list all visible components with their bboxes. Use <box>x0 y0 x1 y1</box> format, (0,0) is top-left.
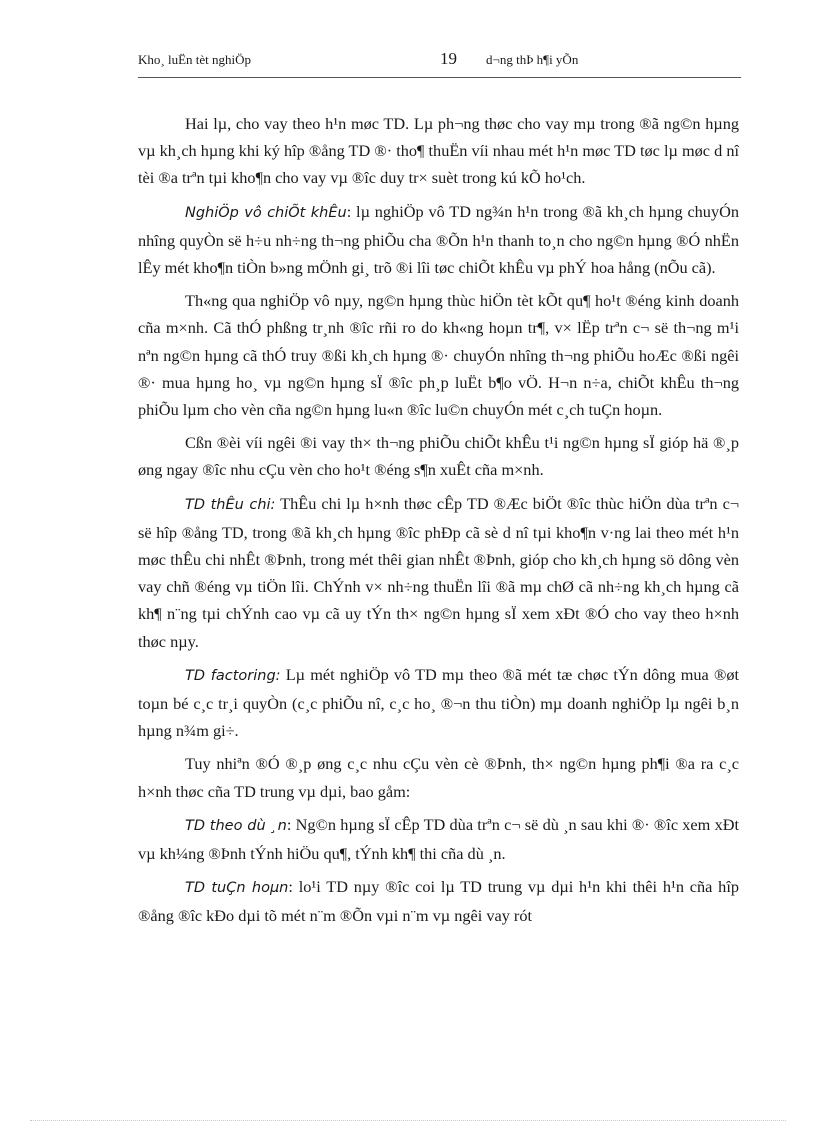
paragraph-text: : Ng©n hµng sÏ cÊp TD dùa trªn c¬ së dù ¸n sau khi ®· ®îc xem xÐt vµ kh¼ng ®Þnh tÝnh hiÖu qu¶, tÝnh kh¶ thi cña dù ¸n. <box>138 814 739 864</box>
paragraph-4 <box>138 429 739 483</box>
page-bottom-border <box>30 1120 786 1121</box>
paragraph-text: Tuy nhiªn ®Ó ®¸p øng c¸c nhu cÇu vèn cè ®Þnh, th× ng©n hµng ph¶i ®a ra c¸c h×nh thøc cña TD trung vµ dµi, bao gåm: <box>138 754 739 801</box>
header-divider <box>138 77 741 78</box>
header-author-name: d¬ng thÞ h¶i yÕn <box>486 52 579 67</box>
paragraph-text: : lo¹i TD nµy ®îc coi lµ TD trung vµ dµi h¹n khi thêi h¹n cña hîp ®ång ®îc kÐo dµi tõ mét n¨m ®Õn vµi n¨m vµ ngêi vay rót <box>138 877 739 926</box>
paragraph-text: Cßn ®èi víi ngêi ®i vay th× th¬ng phiÕu chiÕt khÊu t¹i ng©n hµng sÏ gióp hä ®¸p øng ngay ®îc nhu cÇu vèn cho ho¹t ®éng s¶n xuÊt cña m×nh. <box>138 433 739 480</box>
paragraph-lead-term: TD factoring: <box>185 667 281 684</box>
page-header <box>138 48 741 74</box>
paragraph-text: ThÊu chi lµ h×nh thøc cÊp TD ®Æc biÖt ®îc thùc hiÖn dùa trªn c¬ së hîp ®ång TD, trong ®ã kh¸ch hµng ®îc phÐp cã sè d nî tµi kho¶n v·ng lai theo mét h¹n møc thÊu chi nhÊt ®Þnh, trong mét thêi gian nhÊt ®Þnh, gióp cho kh¸ch hµng sö dông vèn vay chñ ®éng vµ tiÖn lîi. ChÝnh v× nh÷ng thuËn lîi ®ã mµ chØ cã nh÷ng kh¸ch hµng cã kh¶ n¨ng tµi chÝnh cao vµ cã uy tÝn th× ng©n hµng sÏ xem xÐt ®Ó cho vay theo h×nh thøc nµy. <box>138 493 740 651</box>
paragraph-lead-term: NghiÖp vô chiÕt khÊu <box>185 204 347 221</box>
paragraph-8 <box>138 811 739 867</box>
page-number: 19 <box>440 49 457 68</box>
paragraph-text: Hai lµ, cho vay theo h¹n møc TD. Lµ ph¬ng thøc cho vay mµ trong ®ã ng©n hµng vµ kh¸ch hµng khi ký hîp ®ång TD ®· tho¶ thuËn víi nhau mét h¹n møc TD tøc lµ møc d nî tèi ®a trªn tµi kho¶n cho vay vµ ®îc duy tr× suèt trong kú kÕ ho¹ch. <box>138 114 739 188</box>
paragraph-text: Lµ mét nghiÖp vô TD mµ theo ®ã mét tæ chøc tÝn dông mua ®øt toµn bé c¸c tr¸i quyÒn (c¸c phiÕu nî, c¸c ho¸ ®¬n thu tiÒn) mµ doanh nghiÖp lµ ngêi b¸n hµng n¾m gi÷. <box>138 664 739 741</box>
paragraph-5 <box>138 490 739 655</box>
paragraph-9 <box>138 873 739 929</box>
paragraph-7 <box>138 750 739 804</box>
header-document-title: Kho¸ luËn tèt nghiÖp <box>138 52 252 67</box>
paragraph-lead-term: TD tuÇn hoµn <box>185 880 289 897</box>
paragraph-6 <box>138 661 739 745</box>
paragraph-lead-term: TD thÊu chi: <box>185 496 276 513</box>
document-body <box>138 110 739 936</box>
paragraph-text: Th«ng qua nghiÖp vô nµy, ng©n hµng thùc hiÖn tèt kÕt qu¶ ho¹t ®éng kinh doanh cña m×nh. Cã thÓ phßng tr¸nh ®îc rñi ro do kh«ng hoµn tr¶, v× lËp trªn c¬ së th¬ng m¹i nªn ng©n hµng cã thÓ truy ®ßi kh¸ch hµng ®· chuyÓn nhîng th¬ng phiÕu hoÆc ®ßi ngêi ®· mua hµng ho¸ vµ ng©n hµng sÏ ®îc ph¸p luËt b¶o vÖ. H¬n n÷a, chiÕt khÊu th¬ng phiÕu lµm cho vèn cña ng©n hµng lu«n ®îc lu©n chuyÓn mét c¸ch tuÇn hoµn. <box>138 291 739 420</box>
paragraph-2 <box>138 198 739 282</box>
paragraph-text: : lµ nghiÖp vô TD ng¾n h¹n trong ®ã kh¸ch hµng chuyÓn nhîng quyÒn së h÷u nh÷ng th¬ng phiÕu cha ®Õn h¹n thanh to¸n cho ng©n hµng ®Ó nhËn lÊy mét kho¶n tiÒn b»ng mÖnh gi¸ trõ ®i lîi tøc chiÕt khÊu vµ phÝ hoa hång (nÕu cã). <box>138 201 739 278</box>
paragraph-3 <box>138 287 739 423</box>
paragraph-lead-term: TD theo dù ¸n <box>185 817 287 834</box>
paragraph-1 <box>138 110 739 192</box>
